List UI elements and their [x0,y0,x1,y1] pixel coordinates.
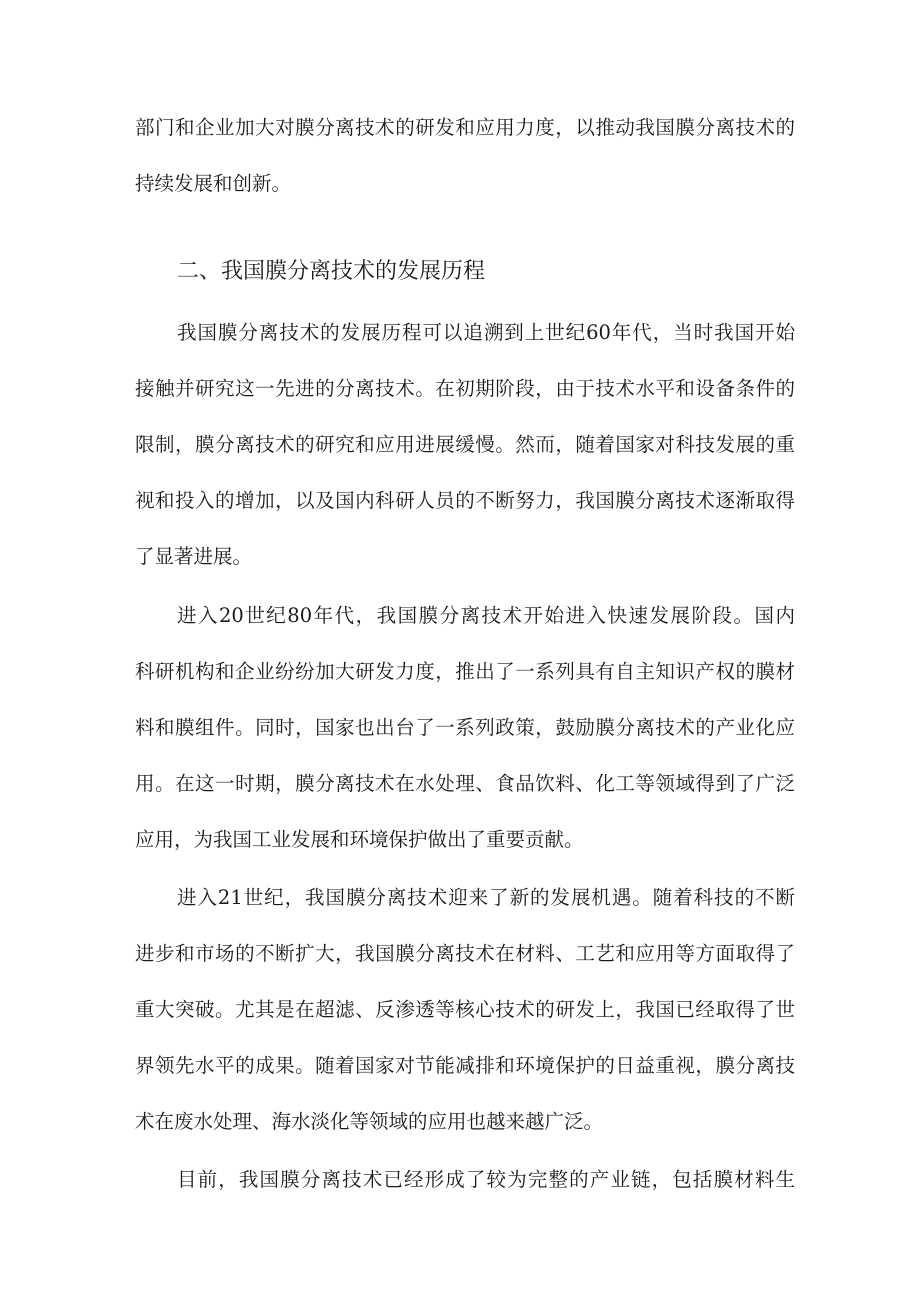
text-line: 限制，膜分离技术的研究和应用进展缓慢。然而，随着国家对科技发展的重 [135,433,795,456]
text-line: 料和膜组件。同时，国家也出台了一系列政策，鼓励膜分离技术的产业化应 [135,716,795,739]
text-line: 重大突破。尤其是在超滤、反渗透等核心技术的研发上，我国已经取得了世 [135,998,795,1021]
text-line: 术在废水处理、海水淡化等领域的应用也越来越广泛。 [135,1110,604,1133]
text-line: 视和投入的增加，以及国内科研人员的不断努力，我国膜分离技术逐渐取得 [135,489,795,512]
text-line: 部门和企业加大对膜分离技术的研发和应用力度，以推动我国膜分离技术的 [135,116,795,139]
text-line: 目前，我国膜分离技术已经形成了较为完整的产业链，包括膜材料生 [177,1168,795,1191]
text-line: 用。在这一时期，膜分离技术在水处理、食品饮料、化工等领域得到了广泛 [135,772,795,795]
section-heading: 二、我国膜分离技术的发展历程 [177,259,486,284]
text-line: 界领先水平的成果。随着国家对节能减排和环境保护的日益重视，膜分离技 [135,1054,795,1077]
text-line: 接触并研究这一先进的分离技术。在初期阶段，由于技术水平和设备条件的 [135,377,795,400]
text-line: 持续发展和创新。 [135,172,292,195]
text-line: 科研机构和企业纷纷加大研发力度，推出了一系列具有自主知识产权的膜材 [135,660,795,683]
text-line: 了显著进展。 [135,545,253,568]
text-line: 进入20世纪80年代，我国膜分离技术开始进入快速发展阶段。国内 [177,604,795,627]
text-line: 进入21世纪，我国膜分离技术迎来了新的发展机遇。随着科技的不断 [177,886,795,909]
text-line: 我国膜分离技术的发展历程可以追溯到上世纪60年代，当时我国开始 [177,321,795,344]
text-line: 应用，为我国工业发展和环境保护做出了重要贡献。 [135,828,584,851]
text-line: 进步和市场的不断扩大，我国膜分离技术在材料、工艺和应用等方面取得了 [135,942,795,965]
